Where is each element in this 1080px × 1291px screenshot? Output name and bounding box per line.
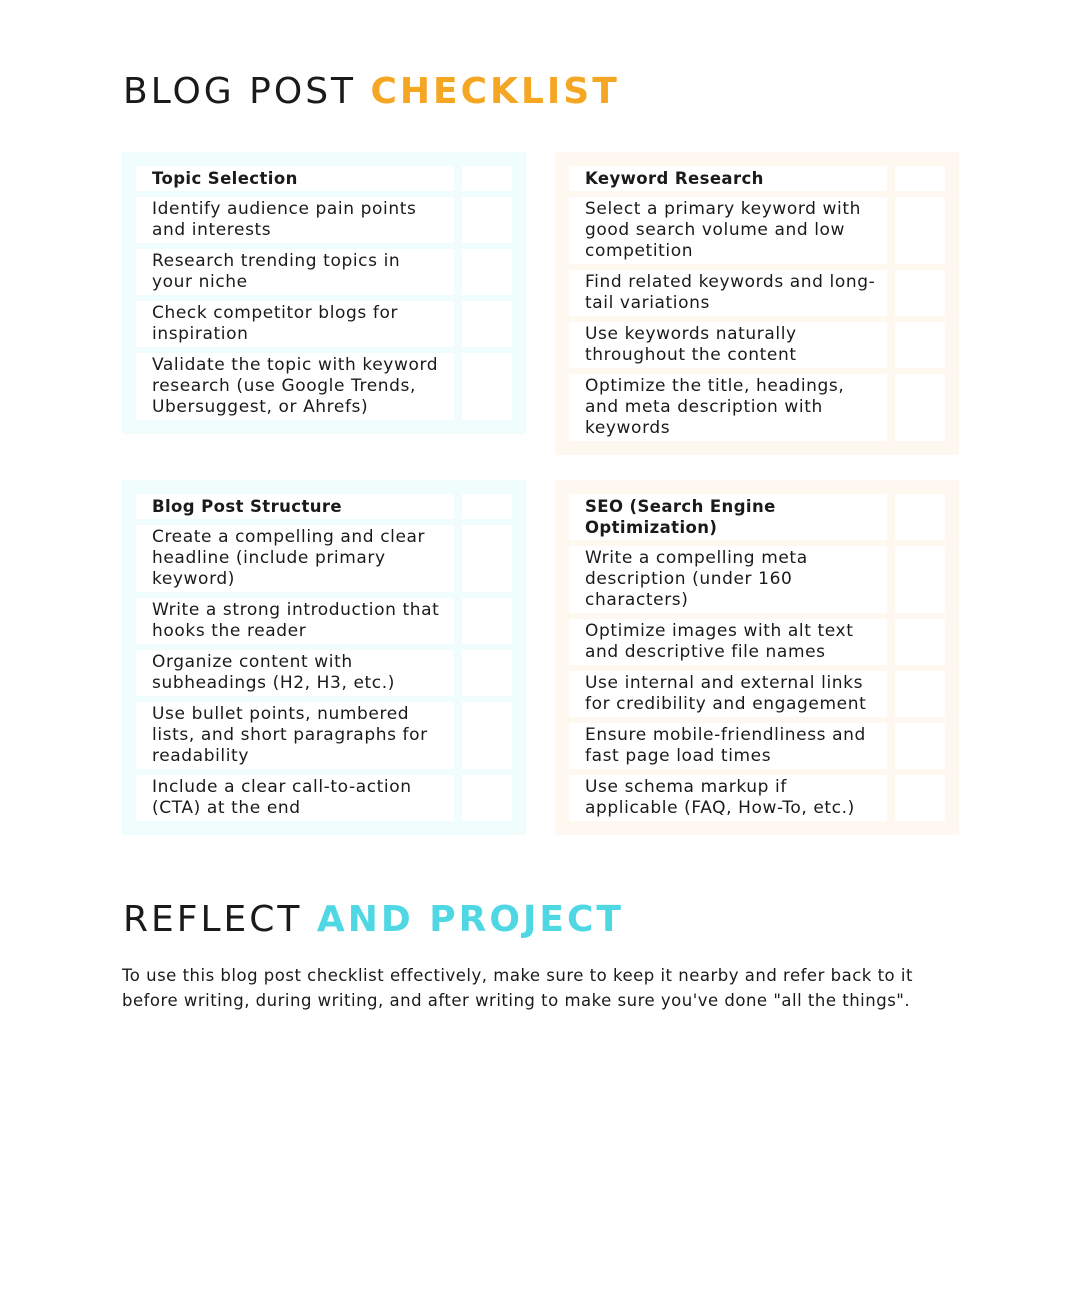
checkbox[interactable] — [895, 374, 945, 441]
checklist-item — [569, 723, 945, 769]
checklist-item-text: Use bullet points, numbered lists, and short paragraphs for readability — [136, 702, 454, 769]
checkbox[interactable] — [462, 598, 512, 644]
header-check-cell — [895, 166, 945, 191]
checkbox[interactable] — [462, 249, 512, 295]
page-title-accent: CHECKLIST — [370, 71, 620, 112]
checklist-item-text: Use internal and external links for credibility and engagement — [569, 671, 887, 717]
checklist-item — [569, 546, 945, 613]
checklist-item-text: Use schema markup if applicable (FAQ, How-To, etc.) — [569, 775, 887, 821]
seo-panel — [555, 480, 959, 835]
checklist-item-text: Write a compelling meta description (under 160 characters) — [569, 546, 887, 613]
reflect-title-plain: REFLECT — [123, 899, 317, 940]
page-title-plain: BLOG POST — [123, 71, 371, 112]
checklist-item-text: Check competitor blogs for inspiration — [136, 301, 454, 347]
panel-heading: Topic Selection — [136, 166, 454, 191]
checkbox[interactable] — [462, 197, 512, 243]
checklist-item-text: Research trending topics in your niche — [136, 249, 454, 295]
panel-header-row — [136, 166, 512, 191]
header-check-cell — [462, 494, 512, 519]
checkbox[interactable] — [462, 301, 512, 347]
checklist-item-text: Write a strong introduction that hooks the reader — [136, 598, 454, 644]
checklist-item — [569, 270, 945, 316]
checklist-item — [569, 671, 945, 717]
reflect-title — [123, 899, 624, 940]
checklist-item-text: Validate the topic with keyword research (use Google Trends, Ubersuggest, or Ahrefs) — [136, 353, 454, 420]
reflect-title-accent: AND PROJECT — [316, 899, 624, 940]
checkbox[interactable] — [895, 775, 945, 821]
checkbox[interactable] — [895, 619, 945, 665]
checklist-item-text: Organize content with subheadings (H2, H3, etc.) — [136, 650, 454, 696]
checklist-item — [136, 775, 512, 821]
checklist-item-text: Select a primary keyword with good search volume and low competition — [569, 197, 887, 264]
page-title — [123, 71, 620, 112]
checkbox[interactable] — [895, 270, 945, 316]
header-check-cell — [895, 494, 945, 540]
checklist-item — [569, 775, 945, 821]
header-check-cell — [462, 166, 512, 191]
checklist-item — [136, 249, 512, 295]
checklist-item — [136, 301, 512, 347]
panel-header-row — [569, 166, 945, 191]
panel-heading: Blog Post Structure — [136, 494, 454, 519]
checklist-item-text: Identify audience pain points and interests — [136, 197, 454, 243]
blog-post-structure-panel — [122, 480, 526, 835]
checklist-item — [136, 702, 512, 769]
checkbox[interactable] — [895, 546, 945, 613]
checklist-item — [136, 197, 512, 243]
checkbox[interactable] — [895, 671, 945, 717]
checklist-item — [569, 322, 945, 368]
checklist-item — [569, 619, 945, 665]
checklist-item-text: Include a clear call-to-action (CTA) at the end — [136, 775, 454, 821]
topic-selection-panel — [122, 152, 526, 434]
checklist-item — [569, 374, 945, 441]
checkbox[interactable] — [462, 775, 512, 821]
panel-heading: SEO (Search Engine Optimization) — [569, 494, 887, 540]
checkbox[interactable] — [462, 525, 512, 592]
checklist-item — [136, 525, 512, 592]
checklist-item-text: Create a compelling and clear headline (include primary keyword) — [136, 525, 454, 592]
checkbox[interactable] — [462, 702, 512, 769]
checklist-item — [136, 353, 512, 420]
checklist-item-text: Optimize images with alt text and descriptive file names — [569, 619, 887, 665]
checklist-item-text: Find related keywords and long-tail variations — [569, 270, 887, 316]
checklist-item — [136, 598, 512, 644]
checkbox[interactable] — [895, 197, 945, 264]
panel-header-row — [569, 494, 945, 540]
checkbox[interactable] — [895, 322, 945, 368]
panel-header-row — [136, 494, 512, 519]
checkbox[interactable] — [462, 650, 512, 696]
panel-heading: Keyword Research — [569, 166, 887, 191]
checklist-item-text: Ensure mobile-friendliness and fast page load times — [569, 723, 887, 769]
keyword-research-panel — [555, 152, 959, 455]
checkbox[interactable] — [462, 353, 512, 420]
checklist-item-text: Optimize the title, headings, and meta description with keywords — [569, 374, 887, 441]
checklist-item — [569, 197, 945, 264]
checklist-item-text: Use keywords naturally throughout the content — [569, 322, 887, 368]
checkbox[interactable] — [895, 723, 945, 769]
checklist-item — [136, 650, 512, 696]
reflect-paragraph: To use this blog post checklist effectively, make sure to keep it nearby and refer back to it before writing, during writing, and after writing to make sure you've done "all the things". — [122, 966, 913, 1010]
